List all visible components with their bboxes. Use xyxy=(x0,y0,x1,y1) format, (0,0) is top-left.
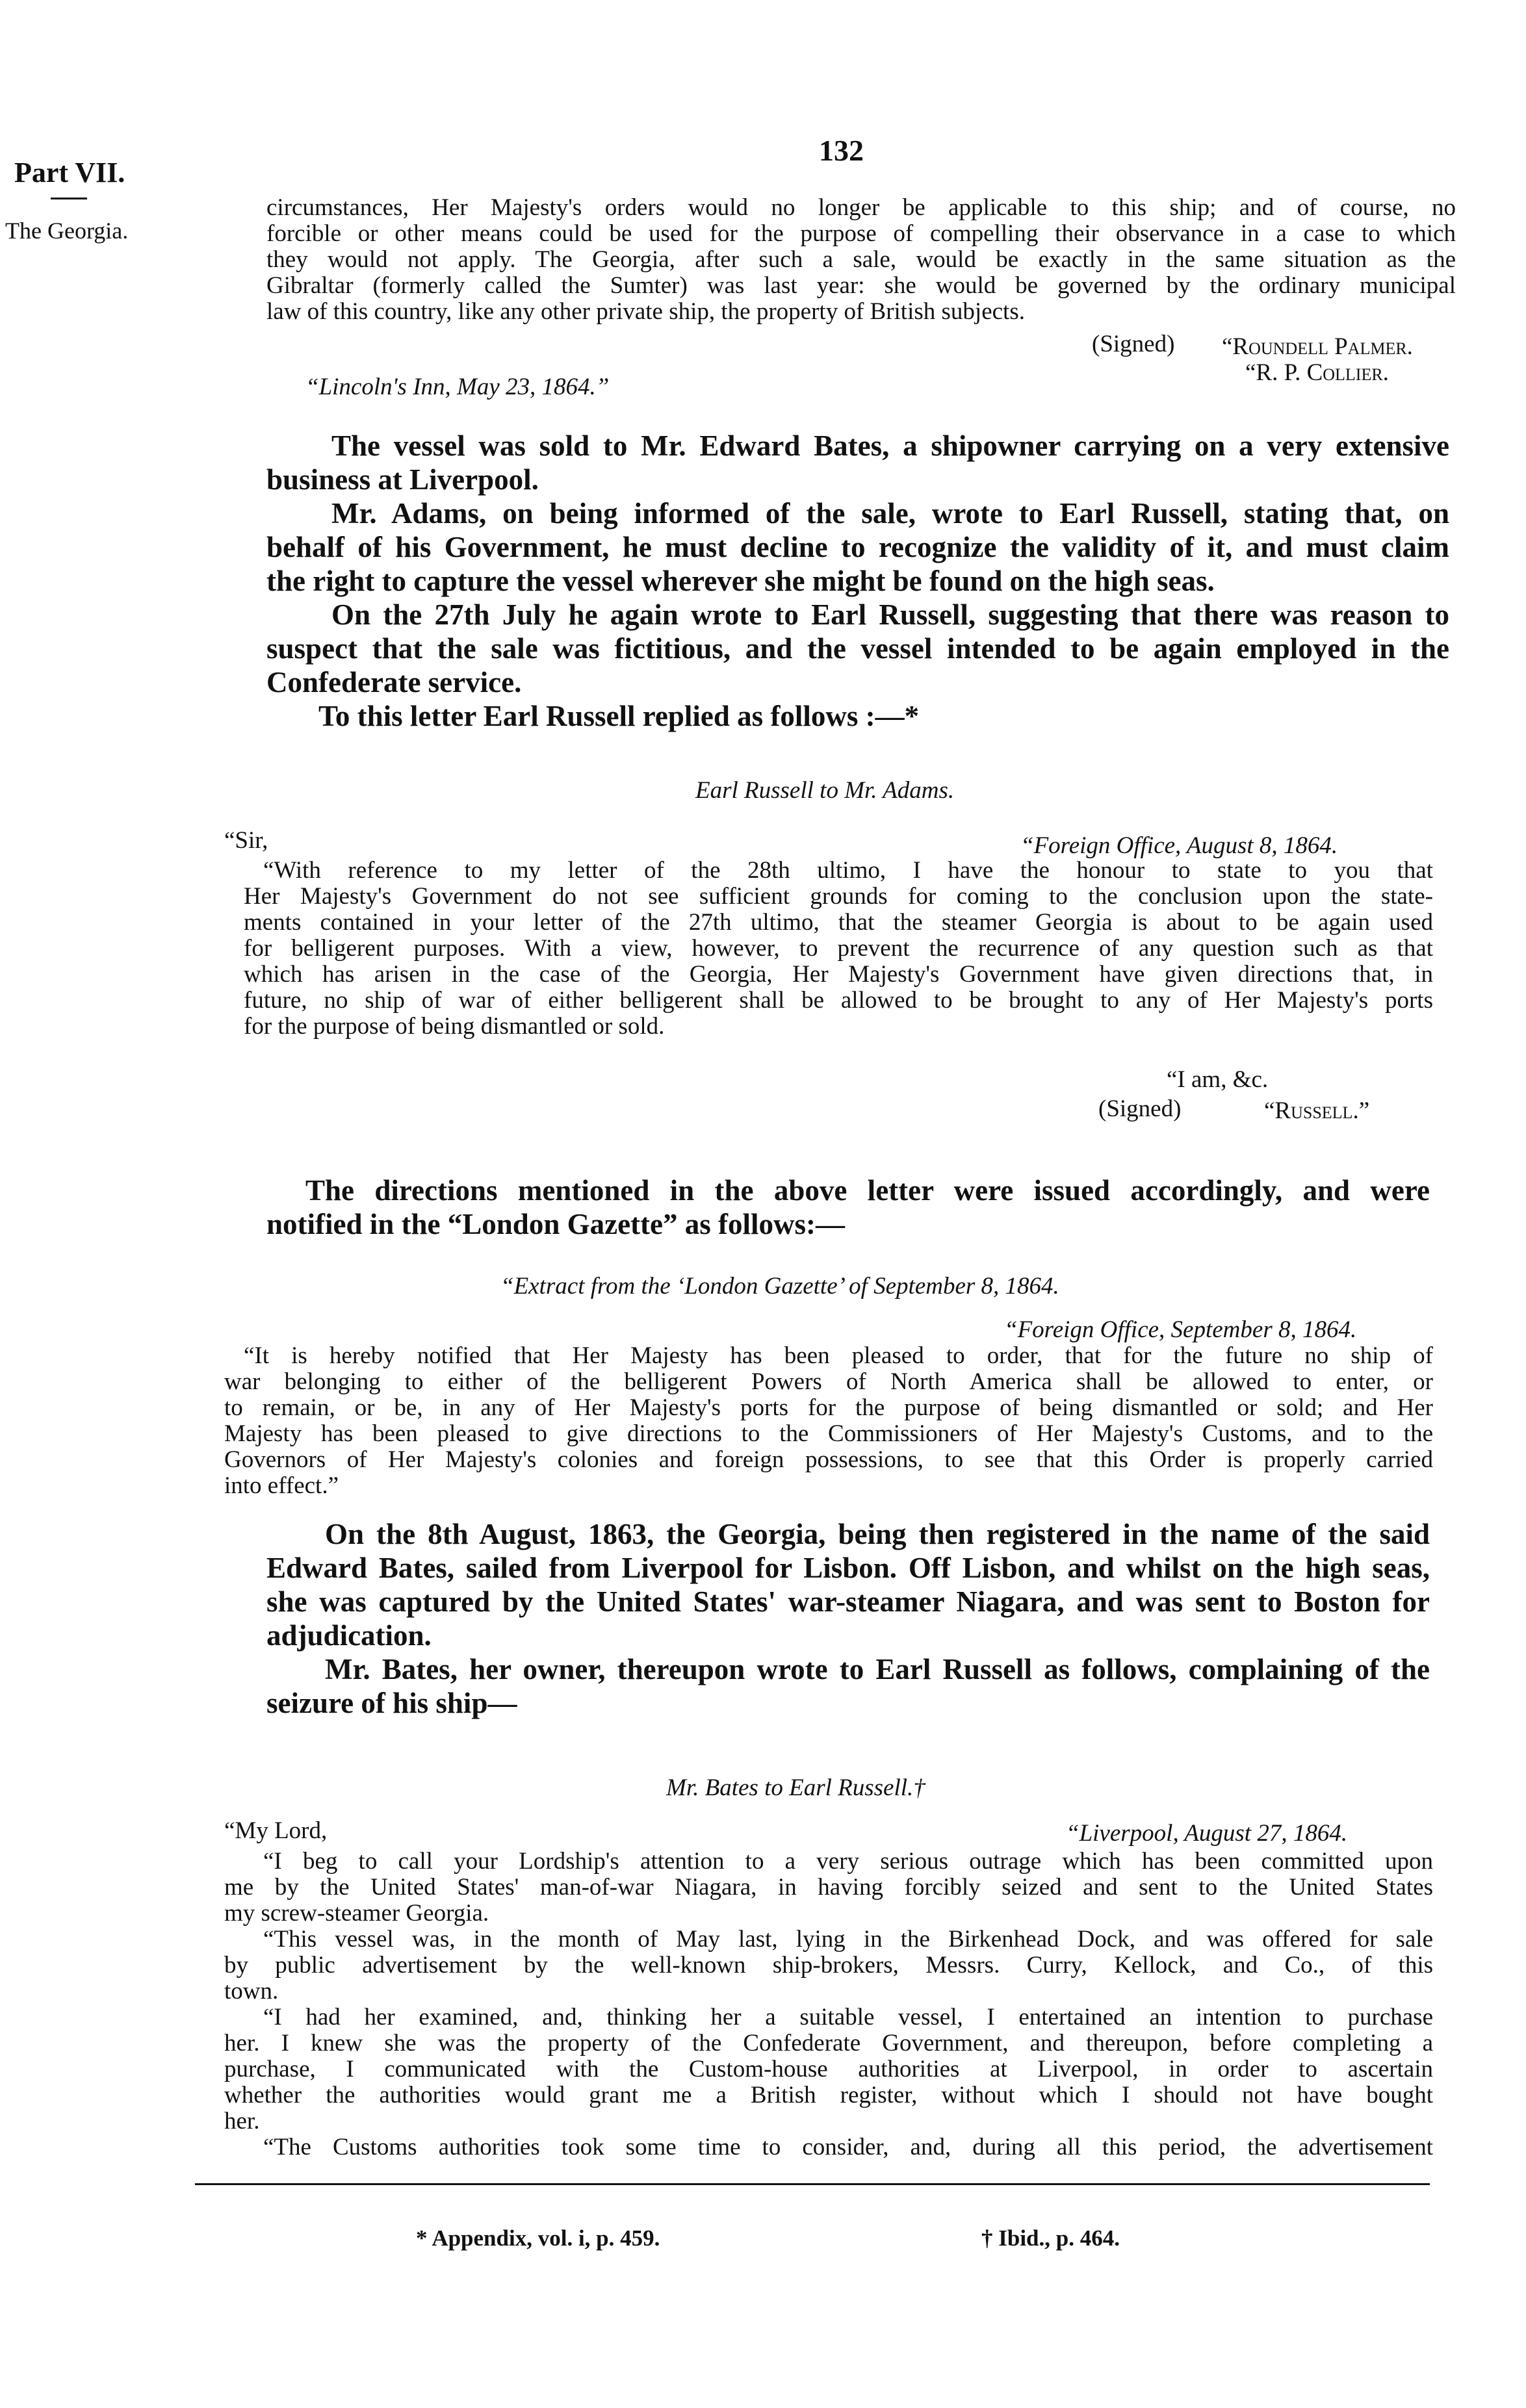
footnote-rule xyxy=(195,2183,1430,2185)
letter-2-dateline: “Liverpool, August 27, 1864. xyxy=(1066,1820,1348,1847)
letter-1-title: Earl Russell to Mr. Adams. xyxy=(695,777,955,804)
letter-2-body xyxy=(224,1849,1433,2160)
part-dash xyxy=(51,198,87,199)
gazette-title: “Extract from the ‘London Gazette’ of September 8, 1864. xyxy=(500,1273,1059,1300)
text-line: Mr. Bates, her owner, thereupon wrote to Earl Russell as follows, complaining of the xyxy=(325,1653,1430,1685)
opinion-block xyxy=(266,195,1456,325)
text-line: me by the United States' man-of-war Niagara, in having forcibly seized and sent to the United States xyxy=(224,1874,1433,1901)
text-line: “With reference to my letter of the 28th ultimo, I have the honour to state to you that xyxy=(263,857,1433,884)
text-line: On the 8th August, 1863, the Georgia, being then registered in the name of the said xyxy=(325,1518,1430,1550)
letter-2-title: Mr. Bates to Earl Russell.† xyxy=(666,1774,925,1801)
text-line: war belonging to either of the belligerent Powers of North America shall be allowed to enter, or xyxy=(224,1368,1433,1395)
text-line: On the 27th July he again wrote to Earl Russell, suggesting that there was reason to xyxy=(331,598,1449,631)
letter-1-salutation: “Sir, xyxy=(224,827,268,854)
text-line: Mr. Adams, on being informed of the sale, wrote to Earl Russell, stating that, on xyxy=(331,497,1449,530)
text-line: she was captured by the United States' war-steamer Niagara, and was sent to Boston for xyxy=(266,1585,1430,1618)
footnote-1: * Appendix, vol. i, p. 459. xyxy=(416,2225,660,2251)
footnote-2: † Ibid., p. 464. xyxy=(981,2225,1120,2251)
narrative-1 xyxy=(266,429,1449,733)
text-line: The directions mentioned in the above letter were issued accordingly, and were xyxy=(305,1174,1430,1207)
text-line: “I beg to call your Lordship's attention to a very serious outrage which has been committed upon xyxy=(263,1848,1433,1875)
opinion-signer-1: “Roundell Palmer. xyxy=(1222,333,1413,360)
text-line: “The Customs authorities took some time to consider, and, during all this period, the advertisement xyxy=(263,2134,1433,2160)
gazette-body xyxy=(224,1343,1433,1499)
text-line: Gibraltar (formerly called the Sumter) was last year: she would be governed by the ordinary municipal xyxy=(266,272,1456,299)
letter-2-salutation: “My Lord, xyxy=(224,1817,328,1844)
section-label: The Georgia. xyxy=(5,218,129,244)
text-line: notified in the “London Gazette” as follows:— xyxy=(266,1208,846,1240)
letter-1-signer: “Russell.” xyxy=(1264,1097,1370,1124)
text-line: into effect.” xyxy=(224,1472,339,1499)
opinion-place-date: “Lincoln's Inn, May 23, 1864.” xyxy=(305,374,610,400)
opinion-signer-2: “R. P. Collier. xyxy=(1245,359,1389,386)
text-line: for belligerent purposes. With a view, however, to prevent the recurrence of any question such as that xyxy=(244,935,1433,962)
text-line: purchase, I communicated with the Custom-house authorities at Liverpool, in order to ascertain xyxy=(224,2056,1433,2082)
text-line: forcible or other means could be used for the purpose of compelling their observance in a case to which xyxy=(266,220,1456,247)
letter-1-body xyxy=(244,858,1433,1040)
text-line: seizure of his ship— xyxy=(266,1687,517,1719)
text-line: suspect that the sale was fictitious, and the vessel intended to be again employed in the xyxy=(266,632,1449,665)
text-line: adjudication. xyxy=(266,1619,432,1652)
text-line: behalf of his Government, he must decline to recognize the validity of it, and must claim xyxy=(266,531,1449,563)
text-line: Governors of Her Majesty's colonies and foreign possessions, to see that this Order is properly carried xyxy=(224,1446,1433,1473)
text-line: To this letter Earl Russell replied as follows :—* xyxy=(318,700,920,732)
page-number: 132 xyxy=(819,134,864,167)
narrative-2 xyxy=(266,1173,1430,1241)
text-line: Edward Bates, sailed from Liverpool for Lisbon. Off Lisbon, and whilst on the high seas, xyxy=(266,1552,1430,1584)
narrative-3 xyxy=(266,1517,1430,1720)
text-line: which has arisen in the case of the Georgia, Her Majesty's Government have given directions that, in xyxy=(244,961,1433,988)
text-line: business at Liverpool. xyxy=(266,463,539,496)
text-line: Majesty has been pleased to give directions to the Commissioners of Her Majesty's Customs, and to the xyxy=(224,1420,1433,1447)
text-line: her. I knew she was the property of the Confederate Government, and thereupon, before completing a xyxy=(224,2030,1433,2056)
text-line: to remain, or be, in any of Her Majesty's ports for the purpose of being dismantled or sold; and Her xyxy=(224,1394,1433,1421)
letter-1-closing: “I am, &c. xyxy=(1167,1066,1269,1093)
text-line: “This vessel was, in the month of May last, lying in the Birkenhead Dock, and was offered for sale xyxy=(263,1926,1433,1953)
part-label: Part VII. xyxy=(14,157,125,188)
text-line: “I had her examined, and, thinking her a suitable vessel, I entertained an intention to purchase xyxy=(263,2004,1433,2030)
text-line: the right to capture the vessel wherever she might be found on the high seas. xyxy=(266,565,1215,597)
text-line: The vessel was sold to Mr. Edward Bates, a shipowner carrying on a very extensive xyxy=(331,429,1449,462)
text-line: town. xyxy=(224,1978,279,2005)
letter-1-signed: (Signed) xyxy=(1098,1095,1182,1122)
text-line: whether the authorities would grant me a British register, without which I should not have bought xyxy=(224,2082,1433,2108)
text-line: circumstances, Her Majesty's orders would no longer be applicable to this ship; and of course, no xyxy=(266,194,1456,221)
text-line: they would not apply. The Georgia, after such a sale, would be exactly in the same situation as the xyxy=(266,246,1456,273)
text-line: for the purpose of being dismantled or sold. xyxy=(244,1013,665,1040)
text-line: future, no ship of war of either belligerent shall be allowed to be brought to any of Her Majesty's ports xyxy=(244,987,1433,1014)
text-line: my screw-steamer Georgia. xyxy=(224,1900,489,1927)
gazette-dateline: “Foreign Office, September 8, 1864. xyxy=(1004,1316,1357,1343)
letter-1-dateline: “Foreign Office, August 8, 1864. xyxy=(1020,832,1338,859)
text-line: law of this country, like any other private ship, the property of British subjects. xyxy=(266,298,1025,325)
opinion-signed: (Signed) xyxy=(1092,331,1175,357)
text-line: Her Majesty's Government do not see sufficient grounds for coming to the conclusion upon the state- xyxy=(244,883,1433,910)
text-line: her. xyxy=(224,2108,260,2134)
text-line: ments contained in your letter of the 27th ultimo, that the steamer Georgia is about to be again used xyxy=(244,909,1433,936)
text-line: Confederate service. xyxy=(266,666,522,698)
text-line: “It is hereby notified that Her Majesty has been pleased to order, that for the future no ship of xyxy=(244,1342,1433,1369)
text-line: by public advertisement by the well-known ship-brokers, Messrs. Curry, Kellock, and Co., of this xyxy=(224,1952,1433,1979)
